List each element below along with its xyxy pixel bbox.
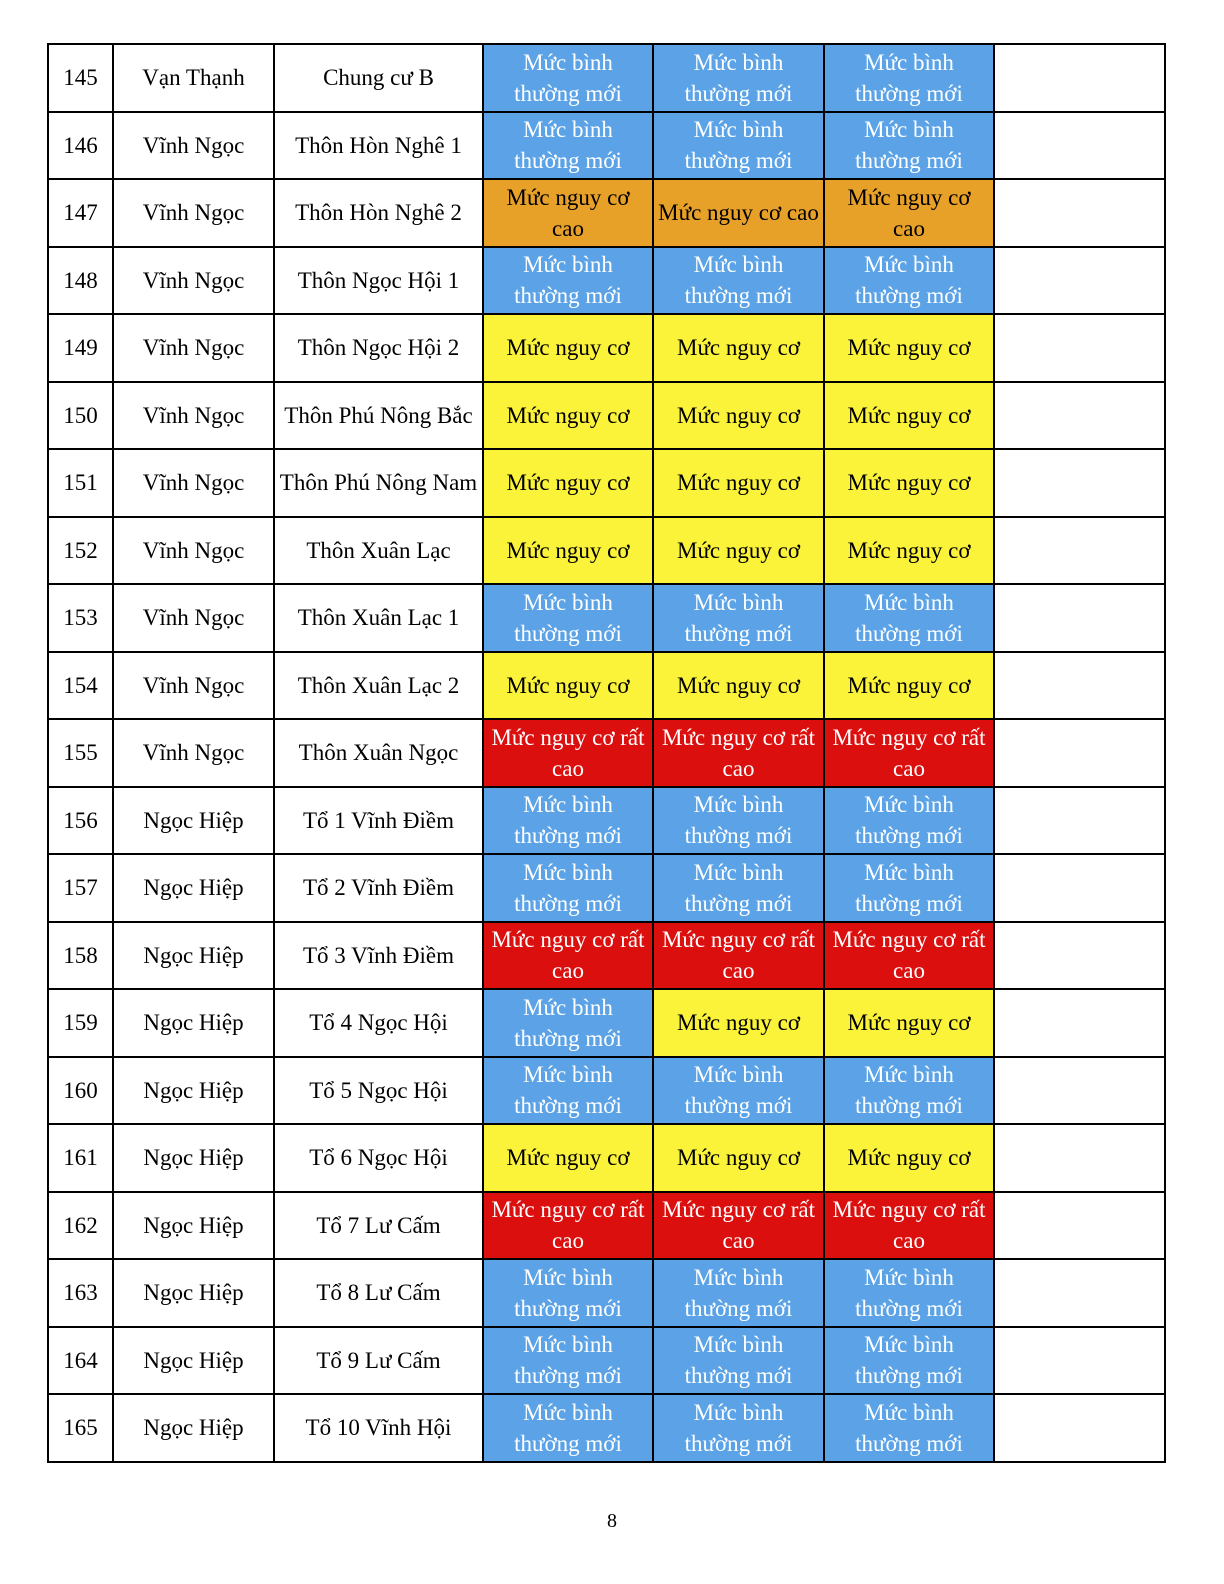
table-row — [48, 1259, 1165, 1327]
status-cell-1: Mức bình thường mới — [483, 44, 653, 112]
status-cell-1: Mức bình thường mới — [483, 787, 653, 855]
status-cell-3: Mức nguy cơ rất cao — [824, 922, 994, 990]
status-cell-1: Mức nguy cơ — [483, 652, 653, 720]
risk-level-table — [47, 43, 1166, 1463]
area-cell: Tổ 2 Vĩnh Điềm — [274, 854, 483, 922]
status-cell-2: Mức nguy cơ cao — [653, 179, 824, 247]
status-cell-1: Mức bình thường mới — [483, 1259, 653, 1327]
table-row — [48, 989, 1165, 1057]
status-cell-1: Mức nguy cơ — [483, 517, 653, 585]
status-cell-1: Mức bình thường mới — [483, 584, 653, 652]
status-cell-3: Mức bình thường mới — [824, 1394, 994, 1462]
status-cell-3: Mức nguy cơ — [824, 989, 994, 1057]
area-cell: Thôn Hòn Nghê 1 — [274, 112, 483, 180]
row-number-cell: 161 — [48, 1124, 113, 1192]
area-cell: Chung cư B — [274, 44, 483, 112]
status-cell-1: Mức nguy cơ rất cao — [483, 922, 653, 990]
status-cell-1: Mức bình thường mới — [483, 112, 653, 180]
status-cell-2: Mức nguy cơ — [653, 1124, 824, 1192]
table-row — [48, 584, 1165, 652]
status-cell-2: Mức bình thường mới — [653, 584, 824, 652]
status-cell-1: Mức nguy cơ — [483, 382, 653, 450]
status-cell-3: Mức nguy cơ rất cao — [824, 719, 994, 787]
status-cell-2: Mức nguy cơ rất cao — [653, 719, 824, 787]
ward-cell: Ngọc Hiệp — [113, 922, 274, 990]
status-cell-1: Mức bình thường mới — [483, 854, 653, 922]
note-cell — [994, 787, 1165, 855]
status-cell-2: Mức bình thường mới — [653, 247, 824, 315]
area-cell: Tổ 8 Lư Cấm — [274, 1259, 483, 1327]
status-cell-1: Mức bình thường mới — [483, 247, 653, 315]
note-cell — [994, 44, 1165, 112]
note-cell — [994, 584, 1165, 652]
status-cell-3: Mức nguy cơ — [824, 517, 994, 585]
row-number-cell: 160 — [48, 1057, 113, 1125]
note-cell — [994, 314, 1165, 382]
ward-cell: Vĩnh Ngọc — [113, 449, 274, 517]
table-row — [48, 449, 1165, 517]
ward-cell: Vĩnh Ngọc — [113, 314, 274, 382]
ward-cell: Vĩnh Ngọc — [113, 112, 274, 180]
note-cell — [994, 854, 1165, 922]
table-row — [48, 44, 1165, 112]
area-cell: Tổ 10 Vĩnh Hội — [274, 1394, 483, 1462]
ward-cell: Vĩnh Ngọc — [113, 382, 274, 450]
note-cell — [994, 719, 1165, 787]
status-cell-1: Mức bình thường mới — [483, 989, 653, 1057]
status-cell-2: Mức nguy cơ rất cao — [653, 1192, 824, 1260]
area-cell: Thôn Xuân Lạc — [274, 517, 483, 585]
note-cell — [994, 179, 1165, 247]
row-number-cell: 162 — [48, 1192, 113, 1260]
status-cell-1: Mức nguy cơ rất cao — [483, 719, 653, 787]
ward-cell: Ngọc Hiệp — [113, 1192, 274, 1260]
ward-cell: Ngọc Hiệp — [113, 854, 274, 922]
table-row — [48, 247, 1165, 315]
row-number-cell: 157 — [48, 854, 113, 922]
row-number-cell: 159 — [48, 989, 113, 1057]
ward-cell: Vĩnh Ngọc — [113, 247, 274, 315]
row-number-cell: 155 — [48, 719, 113, 787]
status-cell-2: Mức nguy cơ — [653, 314, 824, 382]
table-row — [48, 314, 1165, 382]
area-cell: Tổ 9 Lư Cấm — [274, 1327, 483, 1395]
status-cell-2: Mức bình thường mới — [653, 1259, 824, 1327]
status-cell-3: Mức bình thường mới — [824, 247, 994, 315]
ward-cell: Ngọc Hiệp — [113, 1124, 274, 1192]
table-row — [48, 719, 1165, 787]
note-cell — [994, 382, 1165, 450]
note-cell — [994, 922, 1165, 990]
row-number-cell: 165 — [48, 1394, 113, 1462]
row-number-cell: 163 — [48, 1259, 113, 1327]
note-cell — [994, 1124, 1165, 1192]
note-cell — [994, 449, 1165, 517]
area-cell: Thôn Xuân Lạc 2 — [274, 652, 483, 720]
status-cell-2: Mức nguy cơ rất cao — [653, 922, 824, 990]
status-cell-3: Mức nguy cơ — [824, 652, 994, 720]
table-row — [48, 1394, 1165, 1462]
status-cell-3: Mức nguy cơ cao — [824, 179, 994, 247]
row-number-cell: 153 — [48, 584, 113, 652]
ward-cell: Ngọc Hiệp — [113, 1057, 274, 1125]
ward-cell: Vĩnh Ngọc — [113, 517, 274, 585]
area-cell: Tổ 1 Vĩnh Điềm — [274, 787, 483, 855]
status-cell-2: Mức nguy cơ — [653, 382, 824, 450]
status-cell-1: Mức bình thường mới — [483, 1327, 653, 1395]
note-cell — [994, 989, 1165, 1057]
status-cell-2: Mức bình thường mới — [653, 44, 824, 112]
ward-cell: Ngọc Hiệp — [113, 787, 274, 855]
status-cell-3: Mức bình thường mới — [824, 787, 994, 855]
note-cell — [994, 517, 1165, 585]
note-cell — [994, 1327, 1165, 1395]
status-cell-3: Mức bình thường mới — [824, 44, 994, 112]
row-number-cell: 152 — [48, 517, 113, 585]
table-row — [48, 652, 1165, 720]
ward-cell: Ngọc Hiệp — [113, 1327, 274, 1395]
status-cell-2: Mức nguy cơ — [653, 989, 824, 1057]
table-body — [48, 44, 1165, 1462]
status-cell-2: Mức bình thường mới — [653, 112, 824, 180]
row-number-cell: 146 — [48, 112, 113, 180]
status-cell-3: Mức nguy cơ — [824, 382, 994, 450]
status-cell-2: Mức bình thường mới — [653, 1327, 824, 1395]
note-cell — [994, 247, 1165, 315]
status-cell-2: Mức bình thường mới — [653, 1057, 824, 1125]
note-cell — [994, 1259, 1165, 1327]
row-number-cell: 156 — [48, 787, 113, 855]
table-row — [48, 787, 1165, 855]
ward-cell: Vĩnh Ngọc — [113, 584, 274, 652]
status-cell-3: Mức bình thường mới — [824, 1327, 994, 1395]
table-row — [48, 1327, 1165, 1395]
status-cell-3: Mức bình thường mới — [824, 1057, 994, 1125]
area-cell: Tổ 5 Ngọc Hội — [274, 1057, 483, 1125]
area-cell: Thôn Phú Nông Bắc — [274, 382, 483, 450]
ward-cell: Vĩnh Ngọc — [113, 719, 274, 787]
row-number-cell: 158 — [48, 922, 113, 990]
status-cell-2: Mức nguy cơ — [653, 449, 824, 517]
status-cell-1: Mức nguy cơ cao — [483, 179, 653, 247]
note-cell — [994, 1057, 1165, 1125]
row-number-cell: 148 — [48, 247, 113, 315]
area-cell: Tổ 6 Ngọc Hội — [274, 1124, 483, 1192]
status-cell-1: Mức nguy cơ — [483, 314, 653, 382]
area-cell: Thôn Ngọc Hội 2 — [274, 314, 483, 382]
table-row — [48, 382, 1165, 450]
note-cell — [994, 1394, 1165, 1462]
area-cell: Thôn Ngọc Hội 1 — [274, 247, 483, 315]
table-row — [48, 922, 1165, 990]
area-cell: Tổ 7 Lư Cấm — [274, 1192, 483, 1260]
ward-cell: Vạn Thạnh — [113, 44, 274, 112]
row-number-cell: 164 — [48, 1327, 113, 1395]
page-number: 8 — [607, 1510, 617, 1532]
ward-cell: Ngọc Hiệp — [113, 1394, 274, 1462]
status-cell-1: Mức nguy cơ rất cao — [483, 1192, 653, 1260]
table-row — [48, 1124, 1165, 1192]
row-number-cell: 145 — [48, 44, 113, 112]
ward-cell: Ngọc Hiệp — [113, 1259, 274, 1327]
note-cell — [994, 112, 1165, 180]
status-cell-3: Mức nguy cơ — [824, 1124, 994, 1192]
area-cell: Thôn Xuân Lạc 1 — [274, 584, 483, 652]
area-cell: Tổ 3 Vĩnh Điềm — [274, 922, 483, 990]
status-cell-1: Mức nguy cơ — [483, 1124, 653, 1192]
table-row — [48, 112, 1165, 180]
status-cell-2: Mức bình thường mới — [653, 787, 824, 855]
status-cell-3: Mức nguy cơ — [824, 314, 994, 382]
ward-cell: Vĩnh Ngọc — [113, 179, 274, 247]
row-number-cell: 151 — [48, 449, 113, 517]
area-cell: Tổ 4 Ngọc Hội — [274, 989, 483, 1057]
status-cell-3: Mức bình thường mới — [824, 854, 994, 922]
status-cell-3: Mức bình thường mới — [824, 584, 994, 652]
row-number-cell: 154 — [48, 652, 113, 720]
table-row — [48, 517, 1165, 585]
status-cell-2: Mức bình thường mới — [653, 1394, 824, 1462]
row-number-cell: 149 — [48, 314, 113, 382]
table-row — [48, 179, 1165, 247]
status-cell-3: Mức nguy cơ — [824, 449, 994, 517]
status-cell-3: Mức nguy cơ rất cao — [824, 1192, 994, 1260]
status-cell-2: Mức nguy cơ — [653, 517, 824, 585]
status-cell-3: Mức bình thường mới — [824, 1259, 994, 1327]
table-row — [48, 1192, 1165, 1260]
status-cell-3: Mức bình thường mới — [824, 112, 994, 180]
status-cell-2: Mức nguy cơ — [653, 652, 824, 720]
status-cell-1: Mức nguy cơ — [483, 449, 653, 517]
note-cell — [994, 1192, 1165, 1260]
status-cell-2: Mức bình thường mới — [653, 854, 824, 922]
row-number-cell: 150 — [48, 382, 113, 450]
table-row — [48, 1057, 1165, 1125]
area-cell: Thôn Xuân Ngọc — [274, 719, 483, 787]
ward-cell: Vĩnh Ngọc — [113, 652, 274, 720]
status-cell-1: Mức bình thường mới — [483, 1057, 653, 1125]
ward-cell: Ngọc Hiệp — [113, 989, 274, 1057]
status-cell-1: Mức bình thường mới — [483, 1394, 653, 1462]
table-row — [48, 854, 1165, 922]
area-cell: Thôn Hòn Nghê 2 — [274, 179, 483, 247]
row-number-cell: 147 — [48, 179, 113, 247]
note-cell — [994, 652, 1165, 720]
area-cell: Thôn Phú Nông Nam — [274, 449, 483, 517]
